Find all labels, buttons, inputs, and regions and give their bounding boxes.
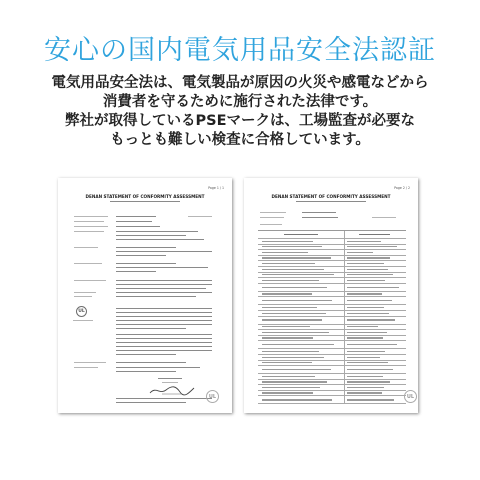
certificate-page-2[interactable] — [244, 178, 418, 413]
intro-text — [0, 74, 480, 150]
signature-icon — [148, 384, 196, 396]
page-number: Page 1 / 1 — [208, 186, 224, 190]
certificate-subtitle-lines — [58, 200, 232, 202]
certificate-subtitle-lines — [244, 200, 418, 202]
intro-line: 弊社が取得しているPSEマークは、工場監査が必要な — [65, 113, 415, 129]
intro-line: 電気用品安全法は、電気製品が原因の火災や感電などから — [51, 75, 429, 91]
page-number: Page 2 / 2 — [394, 186, 410, 190]
certificate-page-1[interactable] — [58, 178, 232, 413]
ul-seal-icon: UL — [206, 390, 219, 403]
page-title: 安心の国内電気用品安全法認証 — [44, 35, 436, 66]
intro-line: もっとも難しい検査に合格しています。 — [110, 132, 370, 148]
certificate-title: DENAN STATEMENT OF CONFORMITY ASSESSMENT — [85, 194, 205, 199]
ul-logo-icon: UL — [76, 306, 87, 317]
intro-line: 消費者を守るために施行された法律です。 — [102, 94, 378, 110]
certificate-title: DENAN STATEMENT OF CONFORMITY ASSESSMENT — [271, 194, 391, 199]
ul-seal-icon: UL — [404, 390, 417, 403]
test-results-table — [258, 230, 406, 404]
